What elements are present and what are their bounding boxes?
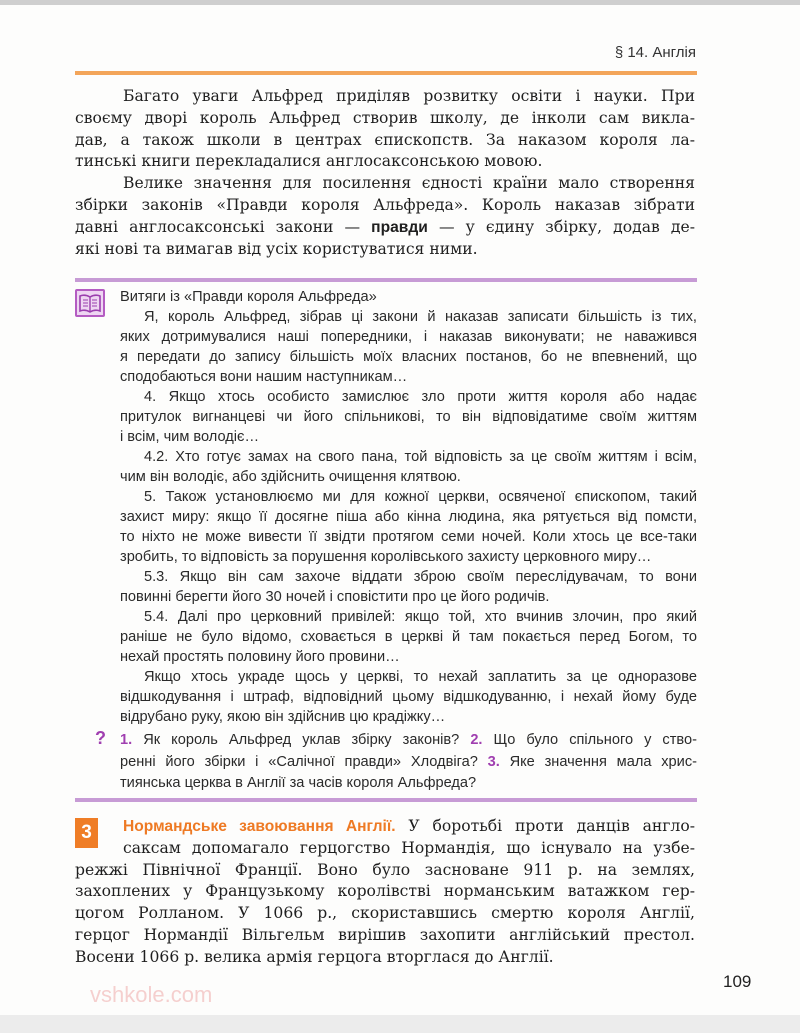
- text-line: захоплених у Французькому королівстві норманським ватажком гер-: [75, 882, 695, 901]
- question-number: 3.: [487, 753, 500, 770]
- watermark: vshkole.com: [90, 982, 213, 1007]
- text-line: своєму дворі король Альфред створив школу, де інколи сам викла-: [75, 108, 695, 127]
- text-line: відшкодування і штраф, відповідний цьому відшкодуванню, і нехай йому буде: [120, 689, 697, 705]
- text-line: зробить, то відповість за порушення королівського захисту церковного миру…: [120, 549, 652, 565]
- text-line: дав, а також школи в центрах єпископств. За наказом короля ла-: [75, 130, 695, 149]
- text-line: саксам допомагало герцогство Нормандія, що існувало на узбе-: [123, 838, 695, 857]
- bottom-edge: [0, 1015, 800, 1033]
- header-divider: [75, 71, 697, 75]
- source-title: Витяги із «Правди короля Альфреда»: [120, 289, 377, 305]
- text-line: [75, 217, 695, 239]
- text-line: 4.2. Хто готує замах на свого пана, той відповість за це своїм життям і всім,: [144, 449, 697, 465]
- text-line: тиянська церква в Англії за часів короля Альфреда?: [120, 775, 477, 791]
- question-icon: ?: [95, 728, 106, 748]
- text-line: [75, 816, 695, 838]
- source-divider-bottom: [75, 798, 697, 802]
- text-line: чим він володіє, або здійснить очищення клятвою.: [120, 469, 461, 485]
- text-line: відрубано руку, якою він здійснив цю крадіжку…: [120, 709, 446, 725]
- questions-block: [120, 730, 697, 795]
- text-segment: Що було спільного у ство-: [482, 732, 697, 748]
- text-line: нехай простять половину його провини…: [120, 649, 400, 665]
- text-segment: давні англосаксонські закони —: [75, 217, 372, 236]
- section-number-badge: 3: [75, 818, 98, 848]
- question-number: 2.: [470, 732, 483, 748]
- text-line: то ніхто не може вивести її звідти протягом семи ночей. Коли хтось це все-таки: [120, 529, 697, 545]
- top-edge: [0, 0, 800, 5]
- text-line: тинські книги перекладалися англосаксонською мовою.: [75, 152, 543, 171]
- text-segment: У боротьбі проти данців англо-: [395, 817, 695, 835]
- source-excerpt: [120, 287, 697, 727]
- text-line: сподобаються вони нашим наступникам…: [120, 369, 408, 385]
- text-line: притулок вигнанцеві чи його спільникові, то він відповідатиме своїм життям: [120, 409, 697, 425]
- text-segment: Як король Альфред уклав збірку законів?: [132, 732, 471, 748]
- text-line: Я, король Альфред, зібрав ці закони й наказав записати більшість із тих,: [144, 309, 697, 325]
- text-line: повинні берегти його 30 ночей і сповістити про це його родичів.: [120, 589, 550, 605]
- section-title: Нормандське завоювання Англії.: [123, 818, 396, 835]
- text-line: Велике значення для посилення єдності країни мало створення: [123, 174, 695, 193]
- text-segment: ренні його збірки і «Салічної правди» Хлодвіга?: [120, 753, 488, 770]
- text-line: герцог Нормандії Вільгельм вирішив захопити англійський престол.: [75, 925, 695, 944]
- text-line: Багато уваги Альфред приділяв розвитку освіти і науки. При: [123, 87, 695, 105]
- text-line: цогом Ролланом. У 1066 р., скориставшись смертю короля Англії,: [75, 904, 695, 923]
- page-number: 109: [723, 972, 752, 991]
- text-line: 4. Якщо хтось особисто замислює зло проти життя короля або надає: [144, 389, 697, 405]
- section-3-text: [75, 816, 695, 969]
- text-line: 5.4. Далі про церковний привілей: якщо той, хто вчинив злочин, про який: [144, 609, 697, 625]
- text-line: Якщо хтось украде щось у церкві, то нехай заплатить за це одноразове: [144, 669, 697, 685]
- text-line: які нові та вимагав від усіх користуватися ними.: [75, 239, 478, 258]
- text-line: я передати до запису більшість моїх власних постанов, бо не впевнений, що: [120, 349, 697, 365]
- text-line: і всім, чим володіє…: [120, 429, 260, 445]
- text-line: Восени 1066 р. велика армія герцога вторглася до Англії.: [75, 947, 554, 966]
- question-number: 1.: [120, 732, 133, 748]
- text-segment: — у єдину збірку, додав де-: [427, 217, 696, 236]
- text-line: режжі Північної Франції. Воно було засноване 911 р. на землях,: [75, 860, 695, 879]
- text-line: [120, 752, 697, 774]
- text-line: захист миру: якщо її досягне піша або кінна людина, яка рятується від помсти,: [120, 509, 697, 525]
- intro-text: [75, 86, 695, 260]
- text-line: 5. Також установлюємо ми для кожної церкви, освяченої єпископом, такий: [144, 489, 697, 505]
- text-line: яких дотримувалися наші попередники, і наказав виконувати; не наважився: [120, 329, 697, 345]
- text-line: раніше не було відомо, сховається в церкві й там покається перед Богом, то: [120, 629, 697, 645]
- text-segment: Яке значення мала хрис-: [499, 753, 697, 770]
- text-line: [120, 730, 697, 752]
- text-line: 5.3. Якщо він сам захоче віддати зброю своїм переслідувачам, то вони: [144, 569, 697, 585]
- book-icon: [75, 289, 105, 317]
- key-term: правди: [371, 218, 428, 236]
- text-line: збірки законів «Правди короля Альфреда». Король наказав зібрати: [75, 195, 695, 214]
- source-divider-top: [75, 278, 697, 282]
- section-header: § 14. Англія: [614, 44, 696, 61]
